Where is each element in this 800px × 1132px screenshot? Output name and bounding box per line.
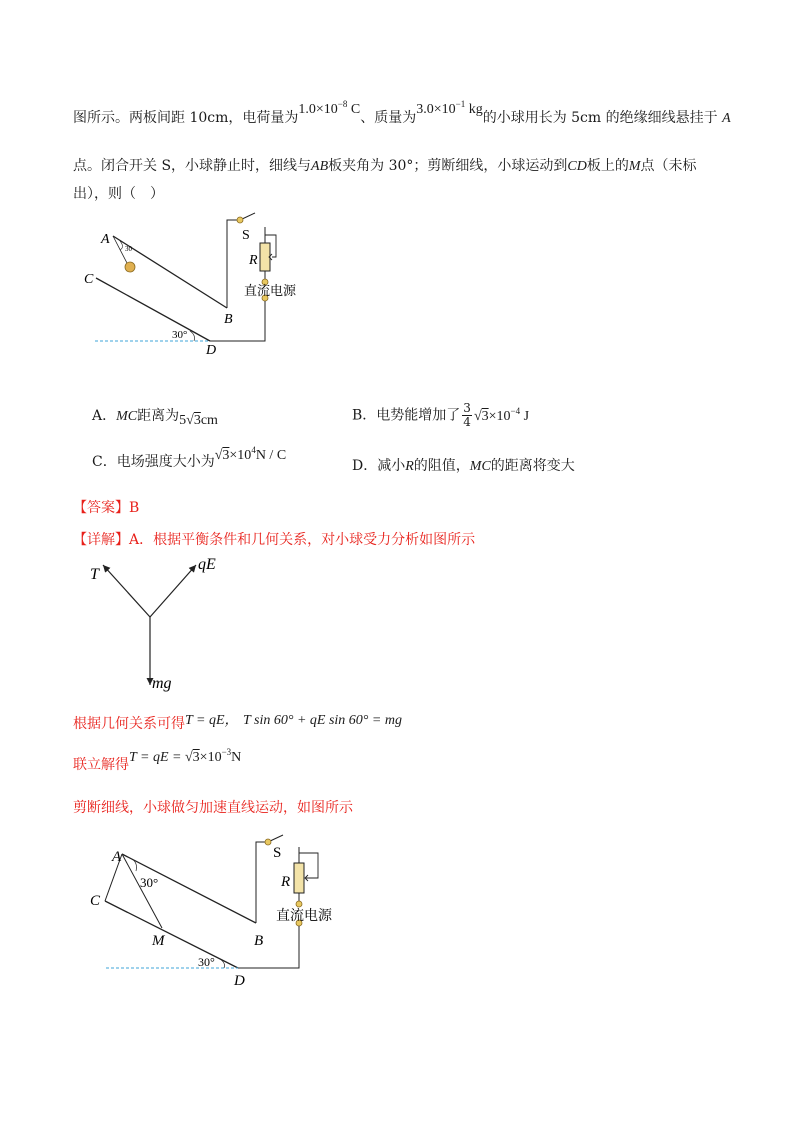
label-angle-small: 30 xyxy=(125,245,132,253)
line-am xyxy=(122,854,162,928)
switch-terminal xyxy=(237,217,243,223)
option-a: A．MC距离为5√3cm xyxy=(92,408,218,428)
wire-d xyxy=(210,301,265,341)
label-angle-d: 30° xyxy=(198,955,215,969)
label-angle-30: 30° xyxy=(172,329,188,341)
option-b: B．电势能增加了 $\frac{3}{4}$ $√3\times 10^{-4}$ J xyxy=(352,401,530,429)
problem-line-2: 点。闭合开关 S，小球静止时，细线与AB板夹角为 30°；剪断细线，小球运动到CD板上的M点（未标 xyxy=(73,158,697,174)
source-terminal-top xyxy=(296,901,302,907)
mass-value: $3.0\times 10^{-1}$ kg xyxy=(416,99,483,117)
problem-line-3: 出），则（ ） xyxy=(73,186,164,202)
label-s: S xyxy=(273,845,282,861)
wire-b xyxy=(227,220,240,308)
force-diagram xyxy=(88,555,248,695)
problem-text: 、质量为 xyxy=(360,110,417,126)
label-d: D xyxy=(234,973,245,989)
answer-line: 【答案】B xyxy=(73,500,140,516)
label-force-qe: qE xyxy=(198,556,216,573)
label-d: D xyxy=(206,343,217,355)
label-angle-a: 30° xyxy=(140,875,159,890)
label-m: M xyxy=(152,933,165,949)
resistor-r xyxy=(294,863,304,893)
label-a: A xyxy=(101,232,110,247)
label-a: A xyxy=(112,849,122,865)
option-d: D．减小R的阻值，MC的距离将变大 xyxy=(352,458,575,474)
label-b: B xyxy=(224,312,233,327)
label-c: C xyxy=(84,272,94,287)
cut-thread-line: 剪断细线，小球做匀加速直线运动，如图所示 xyxy=(73,800,353,816)
label-force-mg: mg xyxy=(152,675,172,692)
label-s: S xyxy=(242,228,250,243)
charge-value: $1.0\times 10^{-8}$ C xyxy=(298,99,361,117)
label-force-t: T xyxy=(90,566,99,583)
label-c: C xyxy=(90,893,101,909)
wire-d xyxy=(238,926,299,968)
explanation-intro: 【详解】A．根据平衡条件和几何关系，对小球受力分析如图所示 xyxy=(73,532,476,548)
label-r: R xyxy=(281,874,291,890)
option-a-value: 5√3cm xyxy=(179,413,218,428)
plate-cd xyxy=(96,278,210,341)
label-dc-source: 直流电源 xyxy=(276,909,332,924)
label-r: R xyxy=(249,253,258,268)
solve-line: 联立解得T = qE = $√3\times 10^{-3}N$ xyxy=(73,747,242,773)
fraction-3-4: $\frac{3}{4}$ xyxy=(463,401,471,429)
problem-line-1: 图所示。两板间距 10cm，电荷量为$1.0\times 10^{-8}$ C、质量为$3.0\times 10^{-1}$ kg的小球用长为 5cm 的绝缘细线悬挂于 A xyxy=(73,99,731,126)
problem-text: 的小球用长为 5cm 的绝缘细线悬挂于 xyxy=(482,110,718,126)
wire-b xyxy=(256,842,268,923)
figure-1-diagram xyxy=(80,205,320,355)
option-c: C．电场强度大小为$√3\times 10^4N / C$ xyxy=(92,445,287,470)
label-b: B xyxy=(254,933,264,949)
switch-terminal xyxy=(265,839,271,845)
force-qe-arrow xyxy=(150,565,196,617)
force-t-arrow xyxy=(103,565,150,617)
problem-text: 图所示。两板间距 10cm，电荷量为 xyxy=(73,110,299,126)
geometry-relation-line: 根据几何关系可得T = qE， T sin 60° + qE sin 60° = mg xyxy=(73,713,402,732)
plate-cd xyxy=(105,901,238,968)
figure-2-diagram xyxy=(88,825,348,990)
ball xyxy=(125,262,135,272)
label-dc-source: 直流电源 xyxy=(244,283,297,298)
